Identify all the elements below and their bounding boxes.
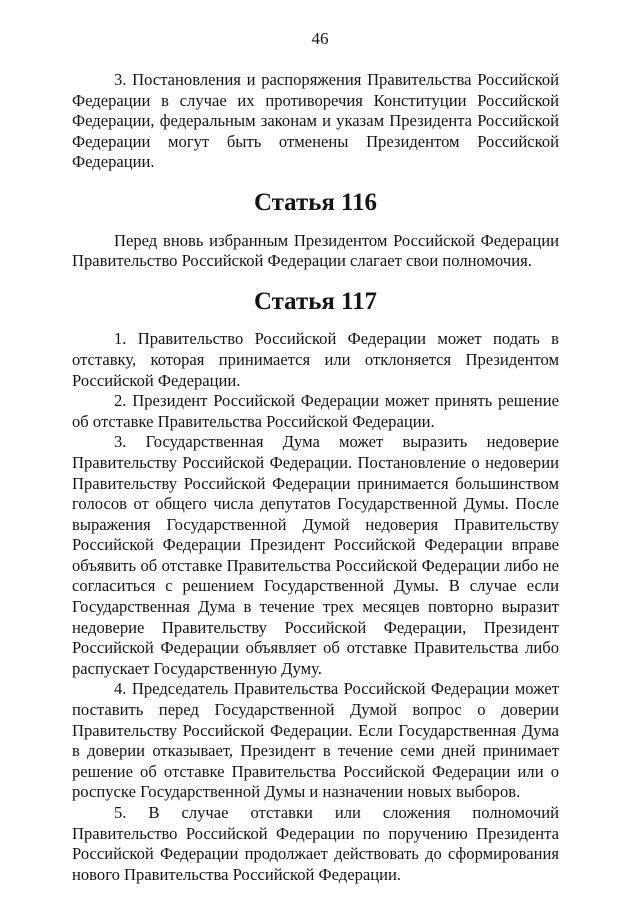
article-117-heading: Статья 117 xyxy=(253,287,378,315)
article-117-paragraph-4: 4. Председатель Правительства Российской Федерации может поставить перед Государственной Думой вопрос о доверии Правительству Российской Федерации. Если Государственная Дума в доверии отказывает, Президент в течение семи дней принимает решение об отставке Правительства Российской Федерации или о роспуске Государственной Думы и назначении новых выборов. xyxy=(72,679,559,802)
article-117-paragraph-5: 5. В случае отставки или сложения полномочий Правительство Российской Федерации по поручению Президента Российской Федерации продолжает действовать до сформирования нового Правительства Российской Федерации. xyxy=(72,803,559,884)
article-116-heading: Статья 116 xyxy=(253,188,378,216)
page-number: 46 xyxy=(311,29,329,48)
article-117-paragraph-2: 2. Президент Российской Федерации может принять решение об отставке Правительства Российской Федерации. xyxy=(72,391,559,431)
article-116-paragraph: Перед вновь избранным Президентом Российской Федерации Правительство Российской Федерации слагает свои полномочия. xyxy=(72,230,559,271)
article-117-paragraph-1: 1. Правительство Российской Федерации может подать в отставку, которая принимается или отклоняется Президентом Российской Федерации. xyxy=(72,329,559,390)
article-117-paragraph-3: 3. Государственная Дума может выразить недоверие Правительству Российской Федерации. Постановление о недоверии Правительству Российской Федерации принимается большинством голосов от общего числа депутатов Государственной Думы. После выражения Государственной Думой недоверия Правительству Российской Федерации Президент Российской Федерации вправе объявить об отставке Правительства Российской Федерации либо не согласиться с решением Государственной Думы. В случае если Государственная Дума в течение трех месяцев повторно выразит недоверие Правительству Российской Федерации, Президент Российской Федерации объявляет об отставке Правительства либо распускает Государственную Думу. xyxy=(72,432,559,678)
article-115-paragraph-3: 3. Постановления и распоряжения Правительства Российской Федерации в случае их противоречия Конституции Российской Федерации, федеральным законам и указам Президента Российской Федерации могут быть отменены Президентом Российской Федерации. xyxy=(72,70,559,172)
document-body xyxy=(72,70,559,885)
